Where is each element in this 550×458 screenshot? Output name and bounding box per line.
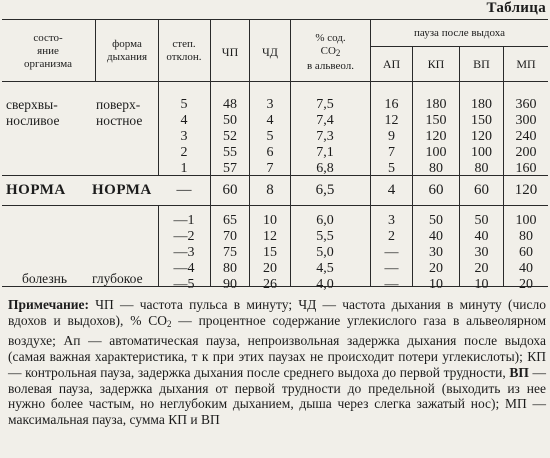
cell-co2: 7,5 [316, 97, 334, 112]
header-co2: % сод. $CO_2$ в альвеол. [306, 32, 355, 72]
cell-dev: 5 [180, 97, 188, 112]
cell-kp: 10 [429, 277, 443, 292]
cell-kp: 60 [428, 182, 444, 198]
cell-kp: 80 [429, 161, 443, 176]
cell-ap: 16 [384, 97, 399, 112]
cell-vp: 100 [471, 145, 492, 160]
cell-ap: 9 [388, 129, 395, 144]
cell-vp: 150 [471, 113, 492, 128]
cell-hr: 80 [223, 261, 237, 276]
cell-ap: — [384, 261, 399, 276]
cell-ap: — [384, 277, 399, 292]
cell-vp: 120 [471, 129, 492, 144]
cell-hr: 70 [223, 229, 237, 244]
cell-mp: 240 [515, 129, 537, 144]
group-label-surface: поверх- ностное [96, 97, 143, 128]
cell-mp: 60 [519, 245, 533, 260]
cell-hr: 65 [223, 213, 237, 228]
cell-hr: 60 [222, 182, 238, 198]
cell-vp: 60 [474, 182, 489, 198]
cell-ap: — [384, 245, 399, 260]
cell-ap: 5 [388, 161, 395, 176]
cell-ap: 7 [388, 145, 395, 160]
cell-ap: 2 [388, 229, 395, 244]
cell-hr: 55 [223, 145, 237, 160]
cell-mp: 160 [515, 161, 537, 176]
cell-hr: 90 [223, 277, 237, 292]
cell-ap: 3 [388, 213, 395, 228]
header-rr: ЧД [262, 45, 278, 59]
cell-co2: 5,0 [316, 245, 334, 260]
group-label-disease: болезнь [22, 271, 68, 286]
group-label-endurance: сверхвы- носливое [6, 97, 60, 128]
cell-co2: 5,5 [316, 229, 334, 244]
cell-dev: 2 [180, 145, 188, 160]
cell-hr: 50 [223, 113, 237, 128]
cell-dev: —2 [173, 229, 195, 244]
cell-mp: 20 [519, 277, 533, 292]
cell-co2: 4,0 [316, 277, 334, 292]
cell-kp: 30 [429, 245, 443, 260]
table-title: Таблица [486, 0, 546, 16]
cell-rr: 3 [266, 97, 274, 112]
norm-bottom-rule [2, 205, 548, 206]
cell-ap: 12 [384, 113, 399, 128]
cell-dev: — [176, 182, 192, 198]
cell-kp: 20 [429, 261, 443, 276]
cell-mp: 100 [515, 213, 537, 228]
cell-dev: —3 [173, 245, 195, 260]
cell-mp: 300 [515, 113, 537, 128]
table-footnote: Примечание: ЧП — частота пульса в минуту; ЧД — частота дыхания в минуту (число вдохов и выдохов), % $CO_2$ — процентное содержание углекислого газа в альвеолярном воздухе; Ап — автоматическая пауза, непроизвольная задержка дыхания после выдоха (самая важная характеристика, т к при этих паузах не происходит потери углекислоты); КП — контрольная пауза, задержка дыхания после среднего выдоха до первой трудности, ВП — волевая пауза, задержка дыхания от первой трудности до предельной (выходить из нее нужно более частым, но неглубоким дыханием, дыша через слегка зажатый нос); МП — максимальная пауза, сумма КП и ВП [8, 297, 546, 428]
cell-rr: 4 [266, 113, 274, 128]
cell-vp: 10 [474, 277, 489, 292]
cell-co2: 7,4 [316, 113, 334, 128]
cell-kp: 40 [429, 229, 443, 244]
cell-kp: 120 [425, 129, 447, 144]
cell-kp: 100 [425, 145, 447, 160]
cell-vp: 40 [474, 229, 489, 244]
cell-mp: 120 [514, 182, 538, 198]
group-label-norm-state: НОРМА [6, 182, 66, 198]
cell-mp: 40 [519, 261, 533, 276]
cell-dev: 1 [180, 161, 188, 176]
col-divider [95, 19, 96, 81]
cell-hr: 52 [223, 129, 237, 144]
cell-mp: 360 [515, 97, 537, 112]
cell-dev: 4 [180, 113, 188, 128]
cell-co2: 6,5 [315, 182, 335, 198]
cell-mp: 80 [519, 229, 533, 244]
header-pause-group: пауза после выдоха [414, 27, 505, 39]
cell-vp: 180 [471, 97, 492, 112]
header-deviation: степ. отклон. [166, 38, 202, 63]
group-label-deep: глубокое [92, 271, 143, 286]
cell-rr: 8 [266, 182, 274, 198]
cell-rr: 7 [266, 161, 274, 176]
header-vp: ВП [473, 57, 490, 71]
cell-dev: —5 [173, 277, 195, 292]
cell-co2: 6,8 [316, 161, 334, 176]
cell-hr: 48 [223, 97, 237, 112]
cell-mp: 200 [515, 145, 537, 160]
group-label-norm-form: НОРМА [92, 182, 152, 198]
cell-rr: 10 [263, 213, 277, 228]
cell-vp: 30 [474, 245, 489, 260]
col-divider [158, 205, 159, 286]
header-hr: ЧП [221, 45, 239, 59]
cell-co2: 7,3 [316, 129, 334, 144]
cell-co2: 7,1 [316, 145, 334, 160]
cell-dev: 3 [180, 129, 188, 144]
cell-rr: 15 [263, 245, 277, 260]
cell-rr: 6 [266, 145, 274, 160]
cell-co2: 6,0 [316, 213, 334, 228]
cell-rr: 20 [263, 261, 277, 276]
cell-vp: 80 [474, 161, 489, 176]
cell-kp: 50 [429, 213, 443, 228]
cell-dev: —1 [173, 213, 195, 228]
header-kp: КП [427, 57, 445, 71]
header-bottom-rule [2, 81, 548, 82]
cell-rr: 12 [263, 229, 277, 244]
header-breath-form: форма дыхания [106, 38, 148, 63]
header-mp: МП [516, 57, 536, 71]
cell-hr: 57 [223, 161, 237, 176]
cell-rr: 26 [263, 277, 277, 292]
table-top-rule [2, 19, 548, 20]
cell-rr: 5 [266, 129, 274, 144]
header-state: состо- яние организма [23, 32, 73, 70]
header-ap: АП [382, 57, 401, 71]
cell-co2: 4,5 [316, 261, 334, 276]
cell-vp: 20 [474, 261, 489, 276]
cell-hr: 75 [223, 245, 237, 260]
cell-dev: —4 [173, 261, 195, 276]
cell-kp: 150 [425, 113, 447, 128]
cell-kp: 180 [425, 97, 447, 112]
cell-vp: 50 [474, 213, 489, 228]
cell-ap: 4 [387, 182, 396, 198]
